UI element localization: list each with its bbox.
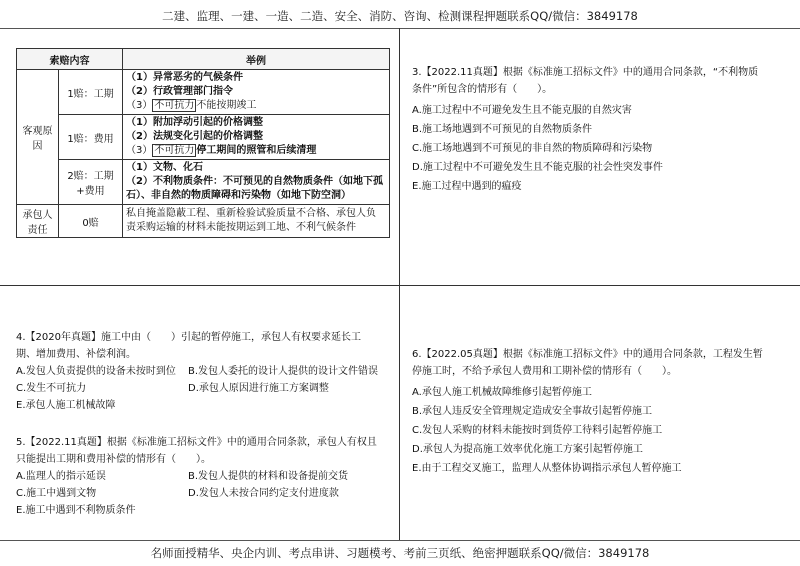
table-row [17,205,390,238]
example-line: （2）不利物质条件：不可预见的自然物质条件（如地下孤 [126,176,383,187]
option-d: D.发包人未按合同约定支付进度款 [188,488,339,499]
option-b: B.发包人提供的材料和设备提前交货 [188,471,349,482]
header-claim-content: 索赔内容 [17,49,123,70]
question-6 [412,346,792,478]
contractor-liability-cell: 承包人责任 [17,205,59,238]
example-cell [123,160,390,205]
line-prefix: （3） [126,145,153,156]
option-c: C.施工场地遇到不可预见的非自然的物质障碍和污染物 [412,143,653,154]
question-stem: 3.【2022.11真题】根据《标准施工招标文件》中的通用合同条款，“不利物质 [412,67,759,78]
example-line: 石）、非自然的物质障碍和污染物（如地下防空洞） [126,190,351,201]
claim-type-cell: 0赔 [59,205,123,238]
table-header-row [17,49,390,70]
table-row [17,115,390,160]
boxed-text: 不可抗力 [154,100,195,111]
question-stem: 5.【2022.11真题】根据《标准施工招标文件》中的通用合同条款，承包人有权且 [16,437,377,448]
claim-type-cell: 2赔：工期+费用 [59,160,123,205]
line-suffix: 不能按期竣工 [196,100,257,111]
option-e: E.施工过程中遇到的瘟疫 [412,181,522,192]
question-stem: 6.【2022.05真题】根据《标准施工招标文件》中的通用合同条款，工程发生暂 [412,349,763,360]
page-footer: 名师面授精华、央企内训、考点串讲、习题模考、考前三页纸、绝密押题联系QQ/微信：3849178 [150,546,650,560]
example-line: （1）附加浮动引起的价格调整 [126,117,263,128]
option-b: B.施工场地遇到不可预见的自然物质条件 [412,124,593,135]
example-cell [123,115,390,160]
objective-cause-cell: 客观原因 [17,70,59,205]
example-line: （2）行政管理部门指令 [126,86,233,97]
option-d: D.承包人为提高施工效率优化施工方案引起暂停施工 [412,444,643,455]
question-4 [16,329,394,414]
question-stem: 期、增加费用、补偿利润。 [16,349,136,360]
option-b: B.发包人委托的设计人提供的设计文件错误 [188,366,379,377]
option-a: A.发包人负责提供的设备未按时到位 [16,366,176,377]
option-c: C.发生不可抗力 [16,383,87,394]
header-example: 举例 [123,49,390,70]
boxed-text: 不可抗力 [154,145,195,156]
question-3 [412,64,792,196]
example-line: （1）异常恶劣的气候条件 [126,72,243,83]
example-line [126,144,386,158]
question-5 [16,434,394,519]
example-cell [123,205,390,238]
option-e: E.由于工程交叉施工，监理人从整体协调指示承包人暂停施工 [412,463,682,474]
option-row [16,468,394,485]
option-c: C.发包人采购的材料未能按时到货停工待料引起暂停施工 [412,425,663,436]
question-stem: 条件”所包含的情形有（ ）。 [412,84,553,95]
claim-type-cell: 1赔：费用 [59,115,123,160]
example-line: （1）文物、化石 [126,162,203,173]
option-a: A.施工过程中不可避免发生且不能克服的自然灾害 [412,105,632,116]
option-b: B.承包人违反安全管理规定造成安全事故引起暂停施工 [412,406,653,417]
option-row [16,363,394,380]
question-stem: 4.【2020年真题】施工中由（ ）引起的暂停施工，承包人有权要求延长工 [16,332,361,343]
question-stem: 停施工时，不给予承包人费用和工期补偿的情形有（ ）。 [412,366,677,377]
top-divider [0,28,800,29]
option-c: C.施工中遇到文物 [16,488,97,499]
table-row [17,160,390,205]
option-e: E.施工中遇到不利物质条件 [16,505,136,516]
example-line [126,99,386,113]
option-row [16,485,394,502]
page-header: 二建、监理、一建、一造、二造、安全、消防、咨询、检测课程押题联系QQ/微信：3849178 [162,9,638,23]
example-cell [123,70,390,115]
option-d: D.承包人原因进行施工方案调整 [188,383,329,394]
vertical-divider [399,28,400,540]
example-line: 责采购运输的材料未能按期运到工地、不利气候条件 [126,222,356,233]
option-e: E.承包人施工机械故障 [16,400,116,411]
bottom-divider [0,540,800,541]
example-line: 私自掩盖隐蔽工程、重新检验试验质量不合格、承包人负 [126,208,376,219]
line-prefix: （3） [126,100,153,111]
example-line: （2）法规变化引起的价格调整 [126,131,263,142]
claim-type-cell: 1赔：工期 [59,70,123,115]
horizontal-divider [0,285,800,286]
option-a: A.监理人的指示延误 [16,471,106,482]
claim-table [16,48,390,238]
option-d: D.施工过程中不可避免发生且不能克服的社会性突发事件 [412,162,663,173]
option-row [16,380,394,397]
option-a: A.承包人施工机械故障维修引起暂停施工 [412,387,592,398]
line-suffix: 停工期间的照管和后续清理 [196,145,317,156]
table-row [17,70,390,115]
question-stem: 只能提出工期和费用补偿的情形有（ ）。 [16,454,211,465]
